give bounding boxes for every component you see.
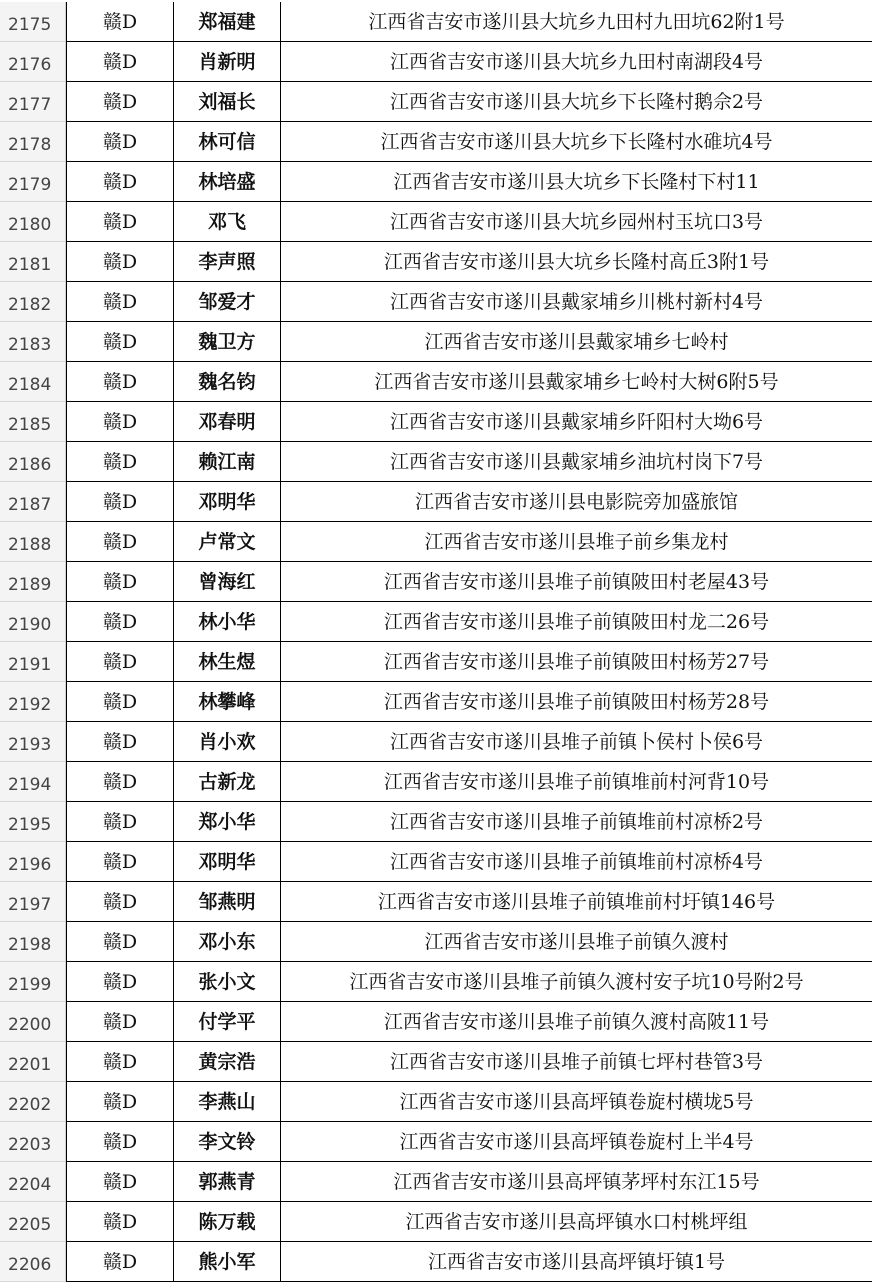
table-row[interactable] bbox=[0, 962, 872, 1002]
plate-cell[interactable]: 赣D bbox=[66, 882, 174, 922]
name-cell[interactable]: 邓飞 bbox=[174, 202, 281, 242]
table-row[interactable] bbox=[0, 1042, 872, 1082]
address-cell[interactable]: 江西省吉安市遂川县堆子前镇陂田村杨芳27号 bbox=[281, 642, 872, 682]
row-number[interactable]: 2201 bbox=[0, 1042, 66, 1082]
table-row[interactable] bbox=[0, 522, 872, 562]
address-cell[interactable]: 江西省吉安市遂川县大坑乡下长隆村鹅佘2号 bbox=[281, 82, 872, 122]
row-number[interactable]: 2196 bbox=[0, 842, 66, 882]
row-cells bbox=[66, 922, 872, 962]
address-cell[interactable]: 江西省吉安市遂川县戴家埔乡油坑村岗下7号 bbox=[281, 442, 872, 482]
row-cells bbox=[66, 482, 872, 522]
row-number[interactable]: 2186 bbox=[0, 442, 66, 482]
plate-cell[interactable]: 赣D bbox=[66, 722, 174, 762]
plate-cell[interactable]: 赣D bbox=[66, 82, 174, 122]
address-cell[interactable]: 江西省吉安市遂川县戴家埔乡七岭村大树6附5号 bbox=[281, 362, 872, 402]
name-cell[interactable]: 邓明华 bbox=[174, 482, 281, 522]
address-cell[interactable]: 江西省吉安市遂川县堆子前镇七坪村巷管3号 bbox=[281, 1042, 872, 1082]
name-cell[interactable]: 郑小华 bbox=[174, 802, 281, 842]
table-row[interactable] bbox=[0, 922, 872, 962]
address-cell[interactable]: 江西省吉安市遂川县堆子前镇陂田村老屋43号 bbox=[281, 562, 872, 602]
row-number[interactable]: 2180 bbox=[0, 202, 66, 242]
name-cell[interactable]: 林可信 bbox=[174, 122, 281, 162]
row-number[interactable]: 2205 bbox=[0, 1202, 66, 1242]
name-cell[interactable]: 林生煜 bbox=[174, 642, 281, 682]
row-cells bbox=[66, 802, 872, 842]
table-row[interactable] bbox=[0, 202, 872, 242]
table-row[interactable] bbox=[0, 2, 872, 42]
name-cell[interactable]: 曾海红 bbox=[174, 562, 281, 602]
plate-cell[interactable]: 赣D bbox=[66, 602, 174, 642]
row-number[interactable]: 2183 bbox=[0, 322, 66, 362]
plate-cell[interactable]: 赣D bbox=[66, 1002, 174, 1042]
row-cells bbox=[66, 882, 872, 922]
row-cells bbox=[66, 602, 872, 642]
row-cells bbox=[66, 1202, 872, 1242]
table-row[interactable] bbox=[0, 1082, 872, 1122]
table-row[interactable] bbox=[0, 1002, 872, 1042]
name-cell[interactable]: 卢常文 bbox=[174, 522, 281, 562]
plate-cell[interactable]: 赣D bbox=[66, 202, 174, 242]
table-row[interactable] bbox=[0, 882, 872, 922]
row-number[interactable]: 2182 bbox=[0, 282, 66, 322]
row-cells bbox=[66, 562, 872, 602]
name-cell[interactable]: 付学平 bbox=[174, 1002, 281, 1042]
row-number[interactable]: 2181 bbox=[0, 242, 66, 282]
row-cells bbox=[66, 1002, 872, 1042]
name-cell[interactable]: 熊小军 bbox=[174, 1242, 281, 1282]
row-number[interactable]: 2185 bbox=[0, 402, 66, 442]
row-cells bbox=[66, 962, 872, 1002]
row-cells bbox=[66, 1242, 872, 1282]
plate-cell[interactable]: 赣D bbox=[66, 802, 174, 842]
name-cell[interactable]: 魏名钧 bbox=[174, 362, 281, 402]
table-row[interactable] bbox=[0, 242, 872, 282]
name-cell[interactable]: 林攀峰 bbox=[174, 682, 281, 722]
table-row[interactable] bbox=[0, 722, 872, 762]
address-cell[interactable]: 江西省吉安市遂川县大坑乡长隆村高丘3附1号 bbox=[281, 242, 872, 282]
row-cells bbox=[66, 282, 872, 322]
address-cell[interactable]: 江西省吉安市遂川县堆子前乡集龙村 bbox=[281, 522, 872, 562]
table-row[interactable] bbox=[0, 42, 872, 82]
table-row[interactable] bbox=[0, 682, 872, 722]
plate-cell[interactable]: 赣D bbox=[66, 842, 174, 882]
name-cell[interactable]: 邓春明 bbox=[174, 402, 281, 442]
row-cells bbox=[66, 762, 872, 802]
row-cells bbox=[66, 682, 872, 722]
row-number[interactable]: 2189 bbox=[0, 562, 66, 602]
table-row[interactable] bbox=[0, 602, 872, 642]
plate-cell[interactable]: 赣D bbox=[66, 42, 174, 82]
address-cell[interactable]: 江西省吉安市遂川县高坪镇卷旋村上半4号 bbox=[281, 1122, 872, 1162]
plate-cell[interactable]: 赣D bbox=[66, 1242, 174, 1282]
plate-cell[interactable]: 赣D bbox=[66, 362, 174, 402]
row-number[interactable]: 2190 bbox=[0, 602, 66, 642]
row-number[interactable]: 2193 bbox=[0, 722, 66, 762]
name-cell[interactable]: 李声照 bbox=[174, 242, 281, 282]
table-row[interactable] bbox=[0, 642, 872, 682]
name-cell[interactable]: 邓小东 bbox=[174, 922, 281, 962]
table-row[interactable] bbox=[0, 1162, 872, 1202]
row-cells bbox=[66, 42, 872, 82]
row-cells bbox=[66, 242, 872, 282]
table-row[interactable] bbox=[0, 842, 872, 882]
address-cell[interactable]: 江西省吉安市遂川县戴家埔乡川桃村新村4号 bbox=[281, 282, 872, 322]
row-number[interactable]: 2197 bbox=[0, 882, 66, 922]
plate-cell[interactable]: 赣D bbox=[66, 642, 174, 682]
name-cell[interactable]: 张小文 bbox=[174, 962, 281, 1002]
address-cell[interactable]: 江西省吉安市遂川县堆子前镇堆前村凉桥2号 bbox=[281, 802, 872, 842]
row-number[interactable]: 2198 bbox=[0, 922, 66, 962]
address-cell[interactable]: 江西省吉安市遂川县堆子前镇久渡村 bbox=[281, 922, 872, 962]
name-cell[interactable]: 李文铃 bbox=[174, 1122, 281, 1162]
name-cell[interactable]: 魏卫方 bbox=[174, 322, 281, 362]
name-cell[interactable]: 林小华 bbox=[174, 602, 281, 642]
row-cells bbox=[66, 402, 872, 442]
plate-cell[interactable]: 赣D bbox=[66, 162, 174, 202]
plate-cell[interactable]: 赣D bbox=[66, 1162, 174, 1202]
row-cells bbox=[66, 1042, 872, 1082]
table-row[interactable] bbox=[0, 282, 872, 322]
table-row[interactable] bbox=[0, 1202, 872, 1242]
plate-cell[interactable]: 赣D bbox=[66, 2, 174, 42]
table-row[interactable] bbox=[0, 802, 872, 842]
address-cell[interactable]: 江西省吉安市遂川县高坪镇卷旋村横垅5号 bbox=[281, 1082, 872, 1122]
address-cell[interactable]: 江西省吉安市遂川县高坪镇水口村桃坪组 bbox=[281, 1202, 872, 1242]
address-cell[interactable]: 江西省吉安市遂川县堆子前镇陂田村杨芳28号 bbox=[281, 682, 872, 722]
plate-cell[interactable]: 赣D bbox=[66, 122, 174, 162]
name-cell[interactable]: 陈万载 bbox=[174, 1202, 281, 1242]
row-cells bbox=[66, 122, 872, 162]
address-cell[interactable]: 江西省吉安市遂川县大坑乡园州村玉坑口3号 bbox=[281, 202, 872, 242]
row-cells bbox=[66, 1162, 872, 1202]
address-cell[interactable]: 江西省吉安市遂川县堆子前镇久渡村安子坑10号附2号 bbox=[281, 962, 872, 1002]
plate-cell[interactable]: 赣D bbox=[66, 1042, 174, 1082]
plate-cell[interactable]: 赣D bbox=[66, 562, 174, 602]
name-cell[interactable]: 邓明华 bbox=[174, 842, 281, 882]
address-cell[interactable]: 江西省吉安市遂川县大坑乡九田村南湖段4号 bbox=[281, 42, 872, 82]
row-number[interactable]: 2191 bbox=[0, 642, 66, 682]
row-cells bbox=[66, 842, 872, 882]
row-number[interactable]: 2192 bbox=[0, 682, 66, 722]
address-cell[interactable]: 江西省吉安市遂川县堆子前镇卜侯村卜侯6号 bbox=[281, 722, 872, 762]
row-number[interactable]: 2179 bbox=[0, 162, 66, 202]
plate-cell[interactable]: 赣D bbox=[66, 402, 174, 442]
plate-cell[interactable]: 赣D bbox=[66, 242, 174, 282]
table-row[interactable] bbox=[0, 1242, 872, 1282]
address-cell[interactable]: 江西省吉安市遂川县堆子前镇陂田村龙二26号 bbox=[281, 602, 872, 642]
table-row[interactable] bbox=[0, 442, 872, 482]
plate-cell[interactable]: 赣D bbox=[66, 482, 174, 522]
row-cells bbox=[66, 322, 872, 362]
row-number[interactable]: 2204 bbox=[0, 1162, 66, 1202]
address-cell[interactable]: 江西省吉安市遂川县大坑乡下长隆村水碓坑4号 bbox=[281, 122, 872, 162]
row-number[interactable]: 2177 bbox=[0, 82, 66, 122]
address-cell[interactable]: 江西省吉安市遂川县高坪镇茅坪村东江15号 bbox=[281, 1162, 872, 1202]
row-number[interactable]: 2206 bbox=[0, 1242, 66, 1282]
row-number[interactable]: 2195 bbox=[0, 802, 66, 842]
name-cell[interactable]: 肖新明 bbox=[174, 42, 281, 82]
row-number[interactable]: 2188 bbox=[0, 522, 66, 562]
name-cell[interactable]: 郑福建 bbox=[174, 2, 281, 42]
row-number[interactable]: 2178 bbox=[0, 122, 66, 162]
row-number[interactable]: 2199 bbox=[0, 962, 66, 1002]
name-cell[interactable]: 郭燕青 bbox=[174, 1162, 281, 1202]
table-row[interactable] bbox=[0, 1122, 872, 1162]
row-cells bbox=[66, 642, 872, 682]
plate-cell[interactable]: 赣D bbox=[66, 682, 174, 722]
row-cells bbox=[66, 1122, 872, 1162]
table-row[interactable] bbox=[0, 122, 872, 162]
plate-cell[interactable]: 赣D bbox=[66, 762, 174, 802]
row-cells bbox=[66, 2, 872, 42]
name-cell[interactable]: 李燕山 bbox=[174, 1082, 281, 1122]
row-number[interactable]: 2200 bbox=[0, 1002, 66, 1042]
address-cell[interactable]: 江西省吉安市遂川县堆子前镇久渡村高陂11号 bbox=[281, 1002, 872, 1042]
row-cells bbox=[66, 82, 872, 122]
name-cell[interactable]: 黄宗浩 bbox=[174, 1042, 281, 1082]
name-cell[interactable]: 林培盛 bbox=[174, 162, 281, 202]
row-number[interactable]: 2176 bbox=[0, 42, 66, 82]
row-cells bbox=[66, 1082, 872, 1122]
address-cell[interactable]: 江西省吉安市遂川县堆子前镇堆前村河背10号 bbox=[281, 762, 872, 802]
plate-cell[interactable]: 赣D bbox=[66, 522, 174, 562]
plate-cell[interactable]: 赣D bbox=[66, 322, 174, 362]
plate-cell[interactable]: 赣D bbox=[66, 1202, 174, 1242]
address-cell[interactable]: 江西省吉安市遂川县戴家埔乡阡阳村大坳6号 bbox=[281, 402, 872, 442]
table-row[interactable] bbox=[0, 762, 872, 802]
table-row[interactable] bbox=[0, 482, 872, 522]
row-cells bbox=[66, 442, 872, 482]
name-cell[interactable]: 刘福长 bbox=[174, 82, 281, 122]
address-cell[interactable]: 江西省吉安市遂川县堆子前镇堆前村圩镇146号 bbox=[281, 882, 872, 922]
row-cells bbox=[66, 362, 872, 402]
row-cells bbox=[66, 162, 872, 202]
row-number[interactable]: 2202 bbox=[0, 1082, 66, 1122]
table-row[interactable] bbox=[0, 362, 872, 402]
address-cell[interactable]: 江西省吉安市遂川县电影院旁加盛旅馆 bbox=[281, 482, 872, 522]
table-row[interactable] bbox=[0, 322, 872, 362]
row-cells bbox=[66, 722, 872, 762]
row-cells bbox=[66, 522, 872, 562]
table-row[interactable] bbox=[0, 402, 872, 442]
row-cells bbox=[66, 202, 872, 242]
name-cell[interactable]: 古新龙 bbox=[174, 762, 281, 802]
plate-cell[interactable]: 赣D bbox=[66, 1122, 174, 1162]
name-cell[interactable]: 赖江南 bbox=[174, 442, 281, 482]
address-cell[interactable]: 江西省吉安市遂川县大坑乡下长隆村下村11 bbox=[281, 162, 872, 202]
table-row[interactable] bbox=[0, 162, 872, 202]
address-cell[interactable]: 江西省吉安市遂川县堆子前镇堆前村凉桥4号 bbox=[281, 842, 872, 882]
plate-cell[interactable]: 赣D bbox=[66, 1082, 174, 1122]
address-cell[interactable]: 江西省吉安市遂川县高坪镇圩镇1号 bbox=[281, 1242, 872, 1282]
plate-cell[interactable]: 赣D bbox=[66, 282, 174, 322]
address-cell[interactable]: 江西省吉安市遂川县大坑乡九田村九田坑62附1号 bbox=[281, 2, 872, 42]
address-cell[interactable]: 江西省吉安市遂川县戴家埔乡七岭村 bbox=[281, 322, 872, 362]
name-cell[interactable]: 邹燕明 bbox=[174, 882, 281, 922]
name-cell[interactable]: 肖小欢 bbox=[174, 722, 281, 762]
row-number[interactable]: 2194 bbox=[0, 762, 66, 802]
row-number[interactable]: 2203 bbox=[0, 1122, 66, 1162]
name-cell[interactable]: 邹爱才 bbox=[174, 282, 281, 322]
row-number[interactable]: 2175 bbox=[0, 2, 66, 42]
row-number[interactable]: 2184 bbox=[0, 362, 66, 402]
table-row[interactable] bbox=[0, 82, 872, 122]
plate-cell[interactable]: 赣D bbox=[66, 442, 174, 482]
table-row[interactable] bbox=[0, 562, 872, 602]
row-number[interactable]: 2187 bbox=[0, 482, 66, 522]
plate-cell[interactable]: 赣D bbox=[66, 962, 174, 1002]
plate-cell[interactable]: 赣D bbox=[66, 922, 174, 962]
